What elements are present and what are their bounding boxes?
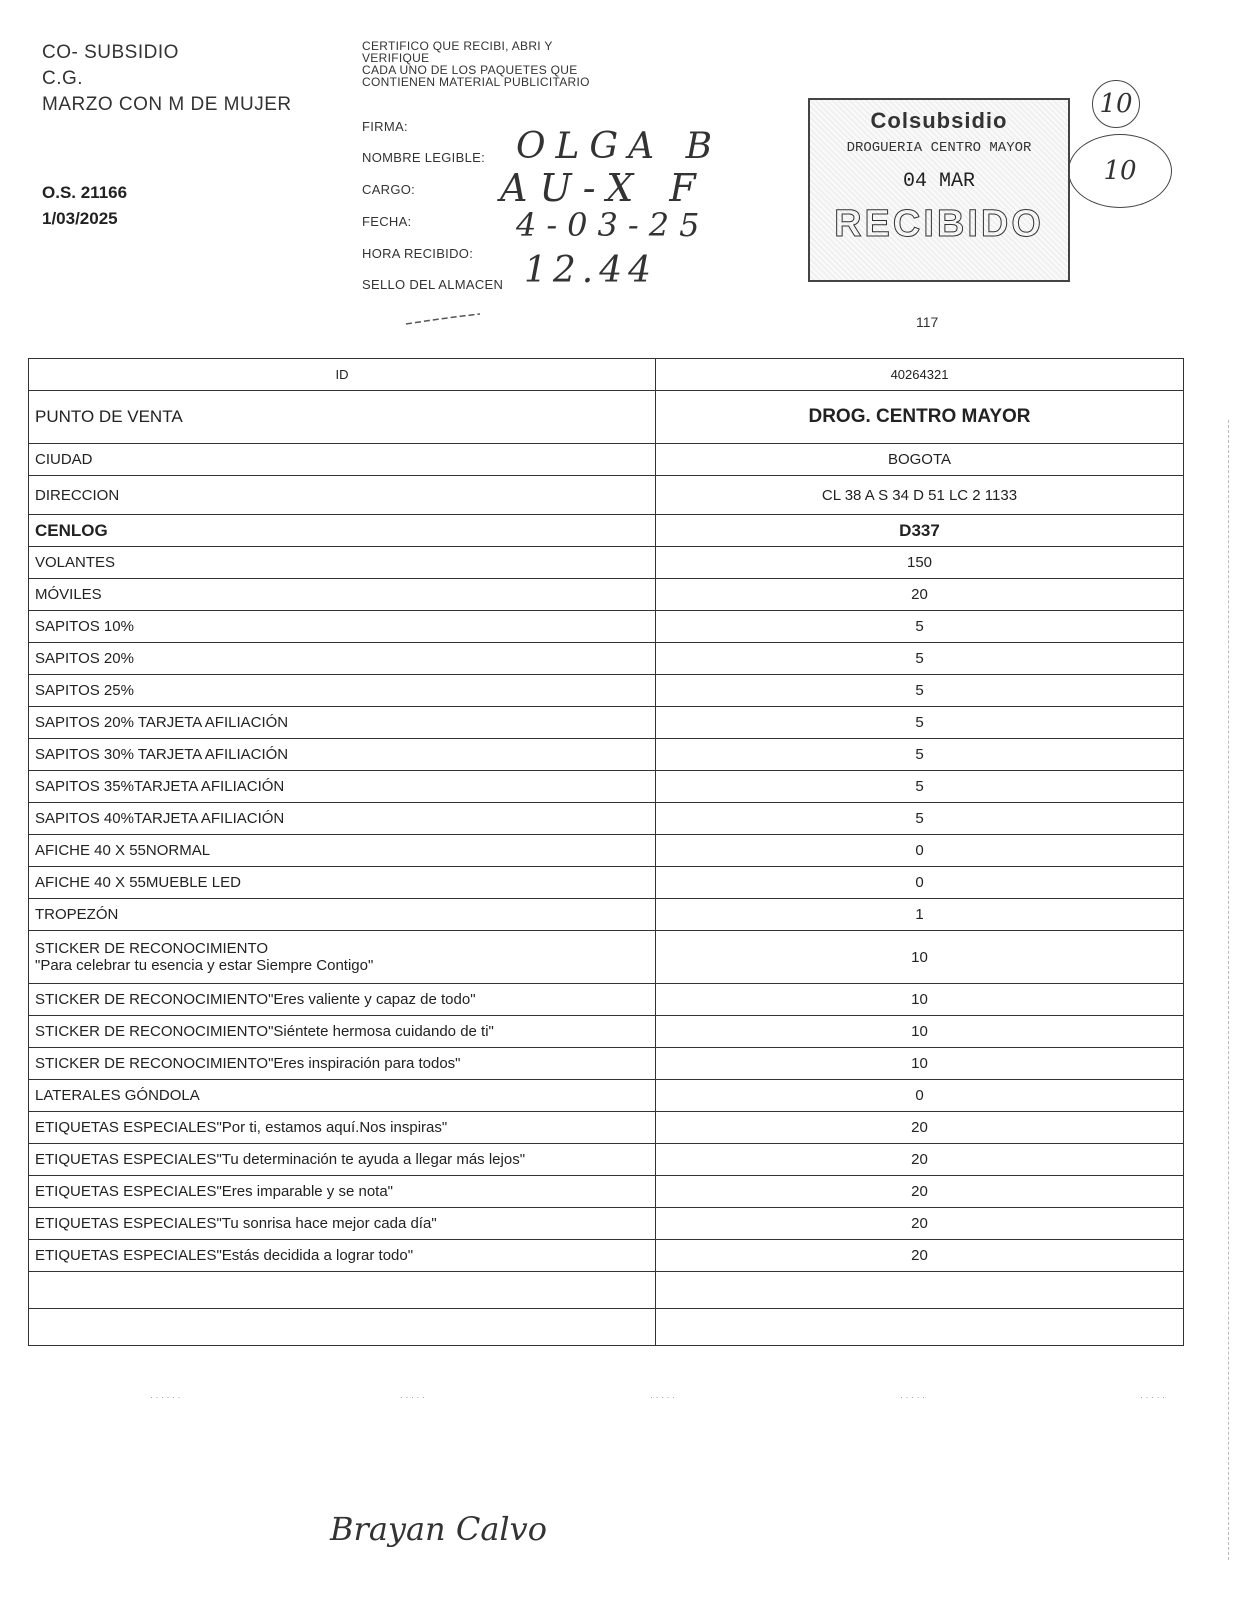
row-label-text: SAPITOS 10% — [35, 618, 134, 635]
label-firma: FIRMA: — [362, 119, 408, 134]
scan-artifact: · · · · · — [1140, 1392, 1165, 1402]
row-label — [29, 611, 656, 643]
table-row — [29, 707, 1184, 739]
row-label-text: ID — [335, 367, 349, 382]
stamp-brand: Colsubsidio — [870, 108, 1008, 133]
row-value — [656, 1309, 1184, 1346]
cert-line: CONTIENEN MATERIAL PUBLICITARIO — [362, 75, 590, 89]
table-row — [29, 579, 1184, 611]
row-label-text: MÓVILES — [35, 586, 102, 603]
circled-number: 10 — [1068, 134, 1172, 208]
label-sello: SELLO DEL ALMACEN — [362, 277, 504, 292]
table-row — [29, 643, 1184, 675]
row-label-text: SAPITOS 20% TARJETA AFILIACIÓN — [35, 714, 289, 731]
table-row — [29, 1080, 1184, 1112]
table-row — [29, 771, 1184, 803]
table-row — [29, 1016, 1184, 1048]
row-label-text: VOLANTES — [35, 554, 116, 571]
row-value: BOGOTA — [656, 444, 1184, 476]
row-label — [29, 444, 656, 476]
row-label-text: TROPEZÓN — [35, 906, 119, 923]
cert-line: CERTIFICO QUE RECIBI, ABRI Y — [362, 39, 553, 53]
row-label — [29, 803, 656, 835]
row-label-text: LATERALES GÓNDOLA — [35, 1087, 200, 1104]
handwritten-signature: Brayan Calvo — [330, 1510, 547, 1548]
scan-artifact: · · · · · — [400, 1392, 425, 1402]
handwritten-hora: 12.44 — [524, 250, 658, 291]
row-value: D337 — [656, 515, 1184, 547]
row-label — [29, 899, 656, 931]
table-row — [29, 1208, 1184, 1240]
page-number: 117 — [916, 314, 939, 330]
table-row — [29, 739, 1184, 771]
table-row — [29, 899, 1184, 931]
row-label — [29, 1176, 656, 1208]
row-label — [29, 643, 656, 675]
service-order — [42, 180, 127, 232]
table-row — [29, 444, 1184, 476]
stamp-date: 04 MAR — [902, 170, 975, 193]
label-hora: HORA RECIBIDO: — [362, 246, 474, 261]
table-row — [29, 1272, 1184, 1309]
header-line-1: CO- SUBSIDIO — [42, 42, 179, 63]
row-value: DROG. CENTRO MAYOR — [656, 391, 1184, 444]
row-label-text: CIUDAD — [35, 451, 93, 468]
row-label-text: SAPITOS 25% — [35, 682, 134, 699]
table-row — [29, 835, 1184, 867]
row-label — [29, 1112, 656, 1144]
row-value: 20 — [656, 579, 1184, 611]
table-row — [29, 1309, 1184, 1346]
row-label — [29, 1048, 656, 1080]
table-row — [29, 867, 1184, 899]
table-row — [29, 1112, 1184, 1144]
row-label — [29, 1208, 656, 1240]
row-value: 5 — [656, 771, 1184, 803]
certificate-text — [362, 40, 590, 88]
materials-table-body — [29, 359, 1184, 1346]
table-row — [29, 515, 1184, 547]
pen-stroke-icon — [404, 312, 484, 328]
row-value: CL 38 A S 34 D 51 LC 2 1133 — [656, 476, 1184, 515]
row-label — [29, 359, 656, 391]
table-row — [29, 984, 1184, 1016]
table-row — [29, 611, 1184, 643]
row-value: 5 — [656, 803, 1184, 835]
table-row — [29, 1144, 1184, 1176]
row-value: 1 — [656, 899, 1184, 931]
row-value: 20 — [656, 1144, 1184, 1176]
row-label-text: SAPITOS 40%TARJETA AFILIACIÓN — [35, 810, 285, 827]
row-label-text: SAPITOS 35%TARJETA AFILIACIÓN — [35, 778, 285, 795]
row-label-text: STICKER DE RECONOCIMIENTO"Eres valiente y capaz de todo" — [35, 991, 476, 1008]
table-row — [29, 359, 1184, 391]
row-label — [29, 1272, 656, 1309]
row-label — [29, 984, 656, 1016]
row-label-text: ETIQUETAS ESPECIALES"Estás decidida a lograr todo" — [35, 1247, 414, 1264]
row-value — [656, 1272, 1184, 1309]
row-label — [29, 579, 656, 611]
table-row — [29, 675, 1184, 707]
os-number: O.S. 21166 — [42, 183, 128, 202]
handwritten-fecha: 4-03-25 — [516, 206, 710, 244]
row-value: 150 — [656, 547, 1184, 579]
table-row — [29, 1176, 1184, 1208]
row-label — [29, 1080, 656, 1112]
row-label-text: STICKER DE RECONOCIMIENTO"Eres inspiración para todos" — [35, 1055, 461, 1072]
scan-artifact: · · · · · — [900, 1392, 925, 1402]
table-row — [29, 547, 1184, 579]
row-label — [29, 771, 656, 803]
row-label-text: STICKER DE RECONOCIMIENTO"Siéntete hermosa cuidando de ti" — [35, 1023, 494, 1040]
row-label — [29, 476, 656, 515]
row-value: 5 — [656, 675, 1184, 707]
scan-edge — [1228, 420, 1231, 1560]
row-value: 5 — [656, 643, 1184, 675]
stamp-branch: DROGUERIA CENTRO MAYOR — [846, 140, 1032, 156]
label-cargo: CARGO: — [362, 182, 416, 197]
row-label-text: CENLOG — [35, 520, 108, 540]
row-label — [29, 707, 656, 739]
row-label-text: ETIQUETAS ESPECIALES"Tu sonrisa hace mejor cada día" — [35, 1215, 437, 1232]
scan-artifact: · · · · · · — [150, 1392, 181, 1402]
row-value: 0 — [656, 1080, 1184, 1112]
row-label — [29, 931, 656, 984]
header-line-3: MARZO CON M DE MUJER — [42, 94, 292, 115]
row-label-text: AFICHE 40 X 55NORMAL — [35, 842, 211, 859]
handwritten-nombre: OLGA B — [516, 126, 723, 167]
row-label-text: PUNTO DE VENTA — [35, 407, 183, 426]
row-label — [29, 739, 656, 771]
row-label-text: DIRECCION — [35, 486, 120, 504]
header-line-2: C.G. — [42, 68, 84, 89]
row-value: 5 — [656, 739, 1184, 771]
table-row — [29, 803, 1184, 835]
row-label — [29, 391, 656, 444]
row-label-text: STICKER DE RECONOCIMIENTO — [35, 940, 269, 957]
row-label — [29, 515, 656, 547]
row-value: 20 — [656, 1112, 1184, 1144]
row-label — [29, 1309, 656, 1346]
row-value: 20 — [656, 1240, 1184, 1272]
row-label-text: ETIQUETAS ESPECIALES"Tu determinación te ayuda a llegar más lejos" — [35, 1151, 526, 1168]
scan-artifact: · · · · · — [650, 1392, 675, 1402]
row-label — [29, 835, 656, 867]
row-value: 10 — [656, 1016, 1184, 1048]
row-value: 5 — [656, 707, 1184, 739]
row-label — [29, 1144, 656, 1176]
row-value: 10 — [656, 931, 1184, 984]
received-stamp — [808, 98, 1070, 282]
row-label — [29, 867, 656, 899]
table-row — [29, 476, 1184, 515]
row-label-text: ETIQUETAS ESPECIALES"Por ti, estamos aquí.Nos inspiras" — [35, 1119, 448, 1136]
cert-line: VERIFIQUE — [362, 51, 430, 65]
row-value: 0 — [656, 867, 1184, 899]
row-label-text: SAPITOS 30% TARJETA AFILIACIÓN — [35, 746, 289, 763]
handwritten-cargo: AU-X F — [500, 166, 708, 210]
row-label-text: SAPITOS 20% — [35, 650, 134, 667]
label-fecha: FECHA: — [362, 214, 412, 229]
row-label-text-2: "Para celebrar tu esencia y estar Siempre Contigo" — [35, 957, 374, 974]
os-date: 1/03/2025 — [42, 209, 118, 228]
cert-line: CADA UNO DE LOS PAQUETES QUE — [362, 63, 578, 77]
row-value: 10 — [656, 984, 1184, 1016]
table-row — [29, 931, 1184, 984]
materials-table — [28, 358, 1184, 1346]
circled-number: 10 — [1092, 80, 1140, 128]
row-label — [29, 547, 656, 579]
row-value: 20 — [656, 1208, 1184, 1240]
stamp-status: RECIBIDO — [834, 203, 1044, 245]
table-row — [29, 1240, 1184, 1272]
row-label — [29, 1016, 656, 1048]
row-label — [29, 1240, 656, 1272]
campaign-header — [42, 40, 292, 118]
table-row — [29, 391, 1184, 444]
row-value: 20 — [656, 1176, 1184, 1208]
table-row — [29, 1048, 1184, 1080]
row-value: 40264321 — [656, 359, 1184, 391]
row-label-text: ETIQUETAS ESPECIALES"Eres imparable y se nota" — [35, 1183, 394, 1200]
row-value: 0 — [656, 835, 1184, 867]
row-label-text: AFICHE 40 X 55MUEBLE LED — [35, 874, 241, 891]
row-label — [29, 675, 656, 707]
label-nombre: NOMBRE LEGIBLE: — [362, 150, 485, 165]
row-value: 5 — [656, 611, 1184, 643]
row-value: 10 — [656, 1048, 1184, 1080]
